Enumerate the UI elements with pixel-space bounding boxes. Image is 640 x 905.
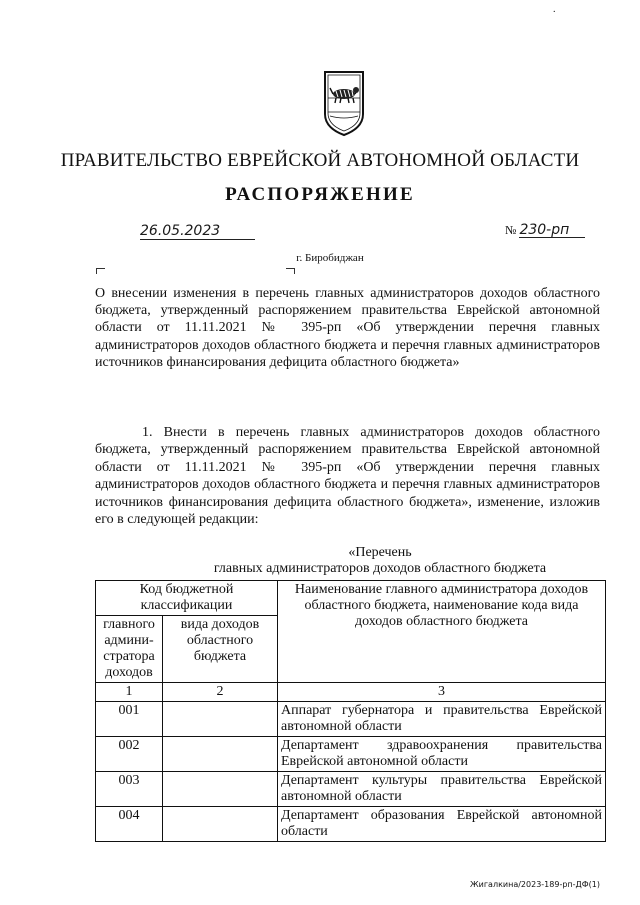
list-title-line2: главных администраторов доходов областного бюджета [213,561,547,576]
col-number-2: 2 [163,683,278,702]
row-type-code [163,737,278,772]
list-title [140,545,620,577]
date-handwritten: 26.05.2023 [140,223,221,239]
row-name: Департамент культуры правительства Еврейской автономной области [278,772,606,807]
row-code: 002 [96,737,163,772]
date-field [140,222,255,240]
coat-of-arms-icon [321,68,367,138]
document-type: РАСПОРЯЖЕНИЕ [225,184,415,205]
row-name: Аппарат губернатора и правительства Еврейской автономной области [278,702,606,737]
table-row [96,737,606,772]
corner-bracket-right [286,268,295,274]
list-title-line1: «Перечень [348,545,412,560]
table-row [96,807,606,842]
government-title: ПРАВИТЕЛЬСТВО ЕВРЕЙСКОЙ АВТОНОМНОЙ ОБЛАСТИ [60,150,580,171]
header-code-group: Код бюджетной классификации [96,581,278,616]
row-type-code [163,702,278,737]
corner-mark: . [553,4,556,15]
header-type-code: вида доходов областного бюджета [163,616,278,683]
row-code: 003 [96,772,163,807]
table-row [96,702,606,737]
header-admin-code: главного админи-стратора доходов [96,616,163,683]
col-number-3: 3 [278,683,606,702]
row-name: Департамент образования Еврейской автономной области [278,807,606,842]
row-type-code [163,807,278,842]
header-name: Наименование главного администратора доходов областного бюджета, наименование кода вида доходов областного бюджета [278,581,606,683]
row-code: 004 [96,807,163,842]
row-type-code [163,772,278,807]
number-handwritten: 230-рп [519,222,570,238]
col-number-1: 1 [96,683,163,702]
paragraph-1: 1. Внести в перечень главных администраторов доходов областного бюджета, утвержденный распоряжением правительства Еврейской автономной области от 11.11.2021 № 395-рп «Об утверждении перечня главных администраторов доходов областного бюджета и перечня главных администраторов источников финансирования дефицита областного бюджета», изменение, изложив его в следующей редакции: [95,425,600,528]
table-row [96,772,606,807]
city: г. Биробиджан [296,252,364,264]
row-code: 001 [96,702,163,737]
corner-bracket-left [96,268,105,274]
administrators-table [95,580,606,842]
document-subject: О внесении изменения в перечень главных администраторов доходов областного бюджета, утвержденный распоряжением правительства Еврейской автономной области от 11.11.2021 № 395-рп «Об утверждении перечня главных администраторов доходов областного бюджета и перечня главных администраторов источников финансирования дефицита областного бюджета» [95,286,600,370]
footer-reference: Жигалкина/2023-189-рп-ДФ(1) [470,880,600,889]
row-name: Департамент здравоохранения правительства Еврейской автономной области [278,737,606,772]
number-prefix: № [505,223,517,237]
number-field [505,222,600,239]
